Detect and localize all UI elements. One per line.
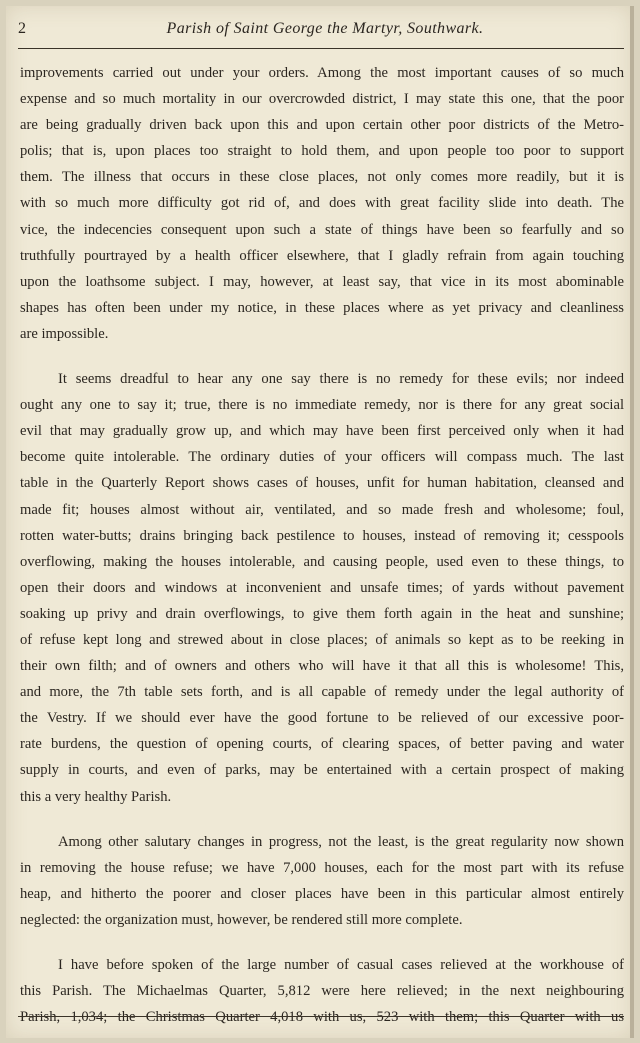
text-line: ought any one to say it; true, there is no immediate remedy, nor is there for any great social [20,397,624,414]
paragraph-gap [20,810,624,829]
body-text [20,60,624,1030]
text-line: Parish, 1,034; the Christmas Quarter 4,018 with us, 523 with them; this Quarter with us [20,1009,624,1026]
running-title: Parish of Saint George the Martyr, Southwark. [166,20,484,37]
text-line: shapes has often been under my notice, in these places where as yet privacy and cleanliness [20,299,624,316]
footer-rule [18,1016,624,1017]
text-line: neglected: the organization must, however, be rendered still more complete. [20,911,463,928]
text-line: this Parish. The Michaelmas Quarter, 5,812 were here relieved; in the next neighbouring [20,983,624,1000]
text-line: Among other salutary changes in progress, not the least, is the great regularity now shown [58,833,624,850]
text-line: table in the Quarterly Report shows cases of houses, unfit for human habitation, cleansed and [20,475,624,492]
text-line: It seems dreadful to hear any one say there is no remedy for these evils; nor indeed [58,371,624,388]
page-edge [630,6,634,1038]
text-line: polis; that is, upon places too straight to hold them, and upon people too poor to support [20,143,624,160]
text-line: I have before spoken of the large number of casual cases relieved at the workhouse of [58,957,624,973]
text-line: are being gradually driven back upon this and upon certain other poor districts of the Metro- [20,117,624,134]
text-line: upon the loathsome subject. I may, however, at least say, that vice in its most abominable [20,273,624,290]
text-line: them. The illness that occurs in these close places, not only comes more readily, but it is [20,169,624,186]
text-line: rotten water-butts; drains bringing back pestilence to houses, instead of removing it; cesspools [20,527,624,544]
text-line: the Vestry. If we should ever have the good fortune to be relieved of our excessive poor- [20,710,624,727]
text-line: heap, and hitherto the poorer and closer places have been in this particular almost entirely [20,885,624,902]
text-line: with so much more difficulty got rid of, and does with great facility slide into death. The [20,195,624,212]
paragraph [20,60,624,347]
text-line: and more, the 7th table sets forth, and is all capable of remedy under the legal authority of [20,684,624,701]
text-line: open their doors and windows at inconvenient and unsafe times; of yards without pavement [20,579,624,596]
text-line: expense and so much mortality in our overcrowded district, I may state this one, that the poor [20,91,624,108]
text-line: soaking up privy and drain overflowings, to give them forth again in the heat and sunshine; [20,605,624,622]
paragraph-gap [20,347,624,366]
text-line: improvements carried out under your orders. Among the most important causes of so much [20,65,624,81]
paragraph [20,829,624,933]
text-line: vice, the indecencies consequent upon such a state of things have been so fearfully and so [20,221,624,238]
page-header [18,18,622,46]
header-rule [18,48,624,49]
page-number: 2 [18,20,26,37]
text-line: made fit; houses almost without air, ventilated, and so made fresh and wholesome; foul, [20,501,624,518]
text-line: of refuse kept long and strewed about in close places; of animals so kept as to be reeking in [20,631,624,648]
text-line: this a very healthy Parish. [20,788,172,805]
paragraph-gap [20,933,624,952]
text-line: rate burdens, the question of opening courts, of clearing spaces, of better paving and water [20,736,624,753]
text-line: truthfully pourtrayed by a health officer elsewhere, that I gladly refrain from again touching [20,247,624,264]
text-line: evil that may gradually grow up, and which may have been first perceived only when it had [20,423,624,440]
text-line: in removing the house refuse; we have 7,000 houses, each for the most part with its refuse [20,859,624,876]
text-line: overflowing, making the houses intolerable, and causing people, used even to these things, to [20,553,624,570]
paragraph [20,366,624,810]
text-line: their own filth; and of owners and others who will have it that all this is wholesome! This, [20,658,624,675]
paragraph [20,952,624,1030]
text-line: supply in courts, and even of parks, may be entertained with a certain prospect of making [20,762,624,779]
text-line: are impossible. [20,325,109,342]
text-line: become quite intolerable. The ordinary duties of your officers will compass much. The last [20,449,624,466]
